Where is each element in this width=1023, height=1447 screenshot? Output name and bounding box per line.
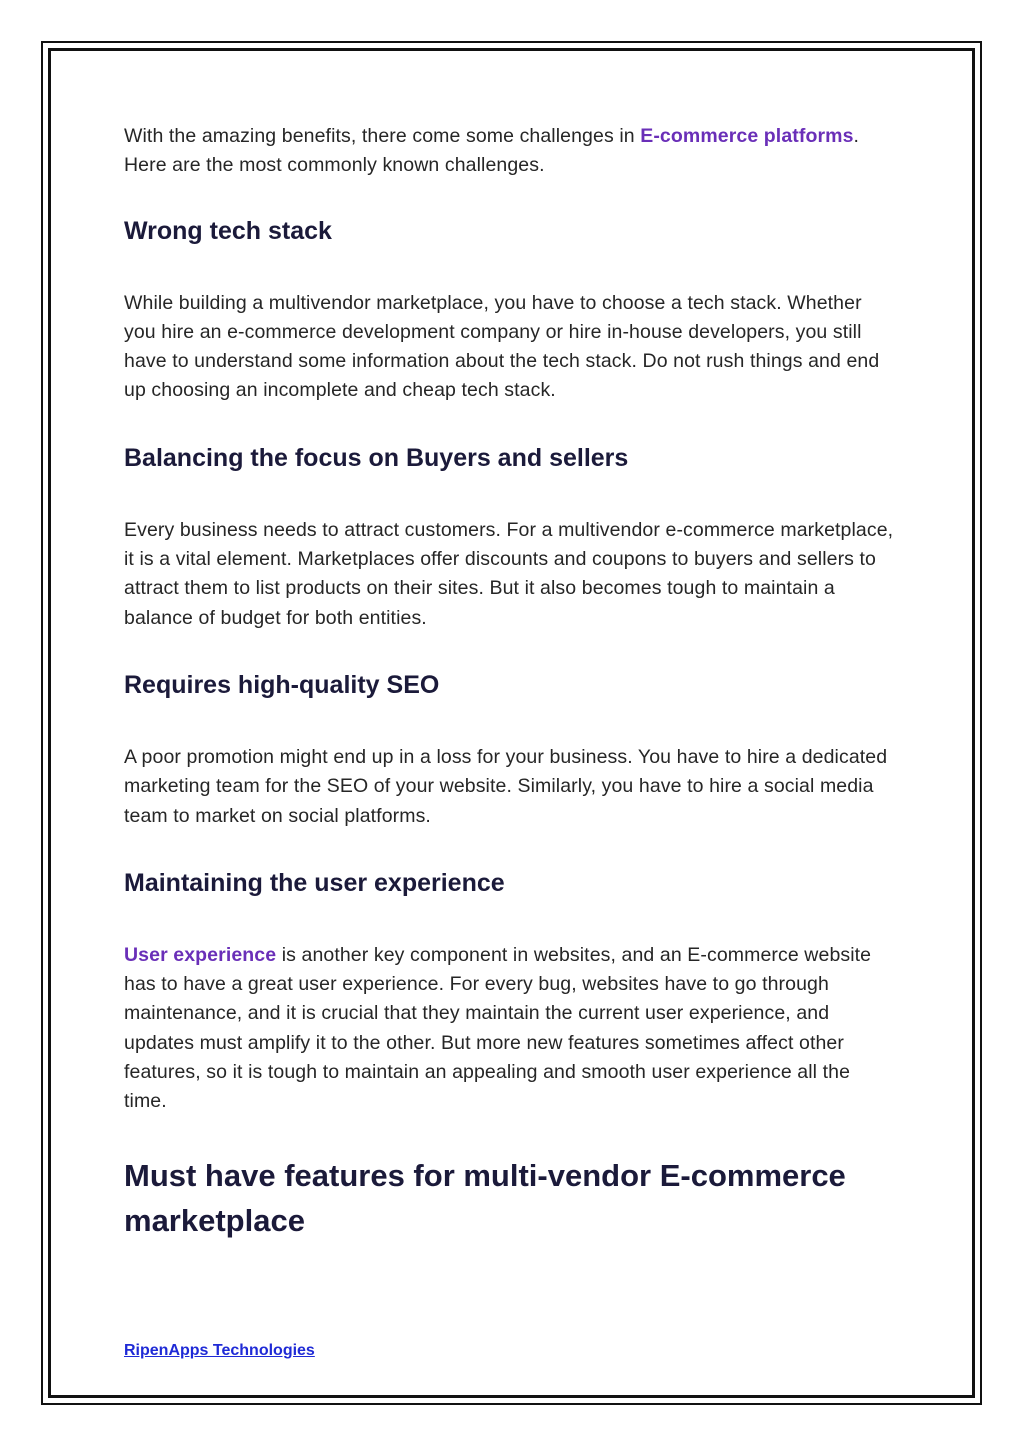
ecommerce-platforms-link[interactable]: E-commerce platforms bbox=[640, 125, 854, 147]
main-heading-features: Must have features for multi-vendor E-commerce marketplace bbox=[124, 1157, 846, 1238]
intro-text-before: With the amazing benefits, there come some challenges in bbox=[124, 125, 641, 147]
user-experience-link[interactable]: User experience bbox=[124, 943, 277, 966]
document-content bbox=[124, 122, 904, 1243]
footer-company-link[interactable]: RipenApps Technologies bbox=[124, 1342, 315, 1359]
paragraph-high-quality-seo: A poor promotion might end up in a loss for your business. You have to hire a dedicated marketing team for the SEO of your website. Similarly, you have to hire a social media team to market on social platforms. bbox=[124, 745, 888, 827]
paragraph-balancing-focus: Every business needs to attract customers. For a multivendor e-commerce marketplace, it is a vital element. Marketplaces offer discounts and coupons to buyers and sellers to attract them to list products on their sites. But it also becomes tough to maintain a balance of budget for both entities. bbox=[124, 518, 894, 629]
heading-wrong-tech-stack: Wrong tech stack bbox=[124, 216, 332, 245]
paragraph-wrong-tech-stack: While building a multivendor marketplace, you have to choose a tech stack. Whether you hire an e-commerce development company or hire in-house developers, you still have to understand some information about the tech stack. Do not rush things and end up choosing an incomplete and cheap tech stack. bbox=[124, 291, 880, 402]
heading-user-experience: Maintaining the user experience bbox=[124, 868, 505, 897]
heading-high-quality-seo: Requires high-quality SEO bbox=[124, 670, 440, 699]
intro-text-after: . Here are the most commonly known challenges. bbox=[124, 125, 860, 177]
heading-balancing-focus: Balancing the focus on Buyers and sellers bbox=[124, 443, 629, 472]
intro-paragraph bbox=[124, 122, 864, 181]
paragraph-user-experience-text: is another key component in websites, and an E-commerce website has to have a great user experience. For every bug, websites have to go through maintenance, and it is crucial that they maintain the current user experience, and updates must amplify it to the other. But more new features sometimes affect other features, so it is tough to maintain an appealing and smooth user experience all the time. bbox=[124, 943, 872, 1113]
paragraph-user-experience bbox=[124, 941, 884, 1117]
